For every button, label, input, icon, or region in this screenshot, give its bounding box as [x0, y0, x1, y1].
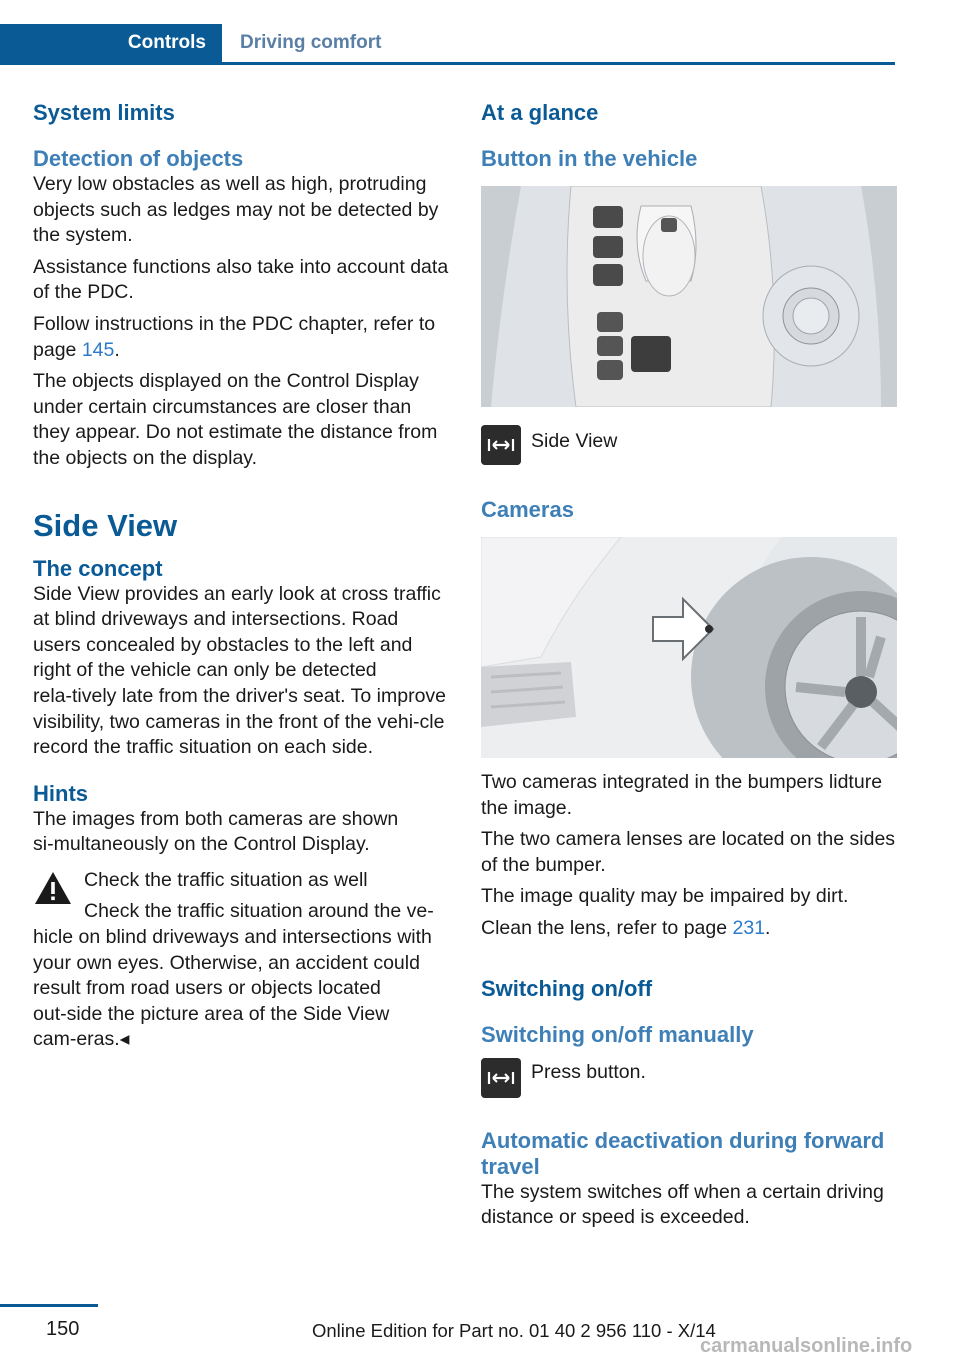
page-number: 150	[46, 1318, 80, 1340]
heading-system-limits: System limits	[33, 100, 175, 125]
heading-at-a-glance: At a glance	[481, 100, 599, 125]
heading-hints: Hints	[33, 780, 88, 806]
side-view-caption: Side View	[531, 430, 618, 452]
tab-controls[interactable]: Controls	[0, 24, 222, 62]
side-view-button-icon[interactable]	[481, 1058, 521, 1098]
page-link-231[interactable]: 231	[732, 916, 766, 939]
page-link-145[interactable]: 145	[81, 338, 115, 361]
warning-triangle-icon	[33, 870, 73, 906]
cameras-paragraph-2: The two camera lenses are located on the sides of the bumper.	[481, 828, 896, 876]
heading-button-vehicle: Button in the vehicle	[481, 146, 698, 171]
heading-cameras: Cameras	[481, 497, 574, 522]
concept-paragraph: Side View provides an early look at cross traffic at blind driveways and intersections. Road users concealed by obstacles to the left and right of the vehicle can only be detected rela‑tively late from the driver's seat. To improve visibility, two cameras in the front of the vehi‑cle record the traffic situation on each side.	[33, 582, 447, 759]
tab-driving-comfort[interactable]: Driving comfort	[240, 32, 382, 53]
warning-paragraph: hicle on blind driveways and intersections with your own eyes. Otherwise, an accident could result from road users or objects located out‑side the picture area of the Side View cam‑eras.◂	[33, 926, 432, 1051]
press-button-text: Press button.	[531, 1060, 646, 1083]
detection-paragraph-3: Follow instructions in the PDC chapter, refer to page 145.	[33, 312, 436, 361]
hints-paragraph: The images from both cameras are shown si‑multaneously on the Control Display.	[33, 807, 399, 856]
warning-title: Check the traffic situation as well	[84, 868, 368, 891]
cameras-paragraph-1: Two cameras integrated in the bumpers lidture the image.	[481, 771, 883, 819]
bumper-camera-image	[481, 537, 897, 758]
auto-paragraph: The system switches off when a certain driving distance or speed is exceeded.	[481, 1180, 884, 1229]
footer-rule	[0, 1304, 98, 1307]
heading-manual: Switching on/off manually	[481, 1021, 754, 1047]
console-image	[481, 186, 897, 407]
side-view-button-icon[interactable]	[481, 425, 521, 465]
cameras-paragraph-4: Clean the lens, refer to page 231.	[481, 916, 771, 939]
detection-paragraph-4: The objects displayed on the Control Display under certain circumstances are closer than they appear. Do not estimate the distance from the objects on the display.	[33, 370, 438, 469]
manual-button-row	[481, 1058, 897, 1100]
side-view-button-row	[481, 425, 897, 467]
watermark: carmanualsonline.info	[700, 1335, 913, 1357]
warning-first-line: Check the traffic situation around the ve‑	[84, 900, 434, 923]
warning-block	[33, 868, 451, 925]
right-column	[481, 100, 897, 1231]
edition-note: Online Edition for Part no. 01 40 2 956 110 - X/14	[312, 1320, 716, 1341]
heading-switching: Switching on/off	[481, 975, 653, 1001]
cameras-paragraph-3: The image quality may be impaired by dirt.	[481, 885, 849, 908]
header-tabs	[0, 24, 895, 65]
left-column	[33, 100, 451, 1053]
heading-side-view: Side View	[33, 507, 178, 543]
heading-concept: The concept	[33, 555, 163, 581]
heading-detection-objects: Detection of objects	[33, 146, 244, 171]
heading-automatic-deactivation: Automatic deactivation during forward travel	[481, 1127, 885, 1179]
detection-paragraph-2: Assistance functions also take into account data of the PDC.	[33, 255, 449, 304]
detection-paragraph-1: Very low obstacles as well as high, protruding objects such as ledges may not be detected by the system.	[33, 173, 439, 247]
